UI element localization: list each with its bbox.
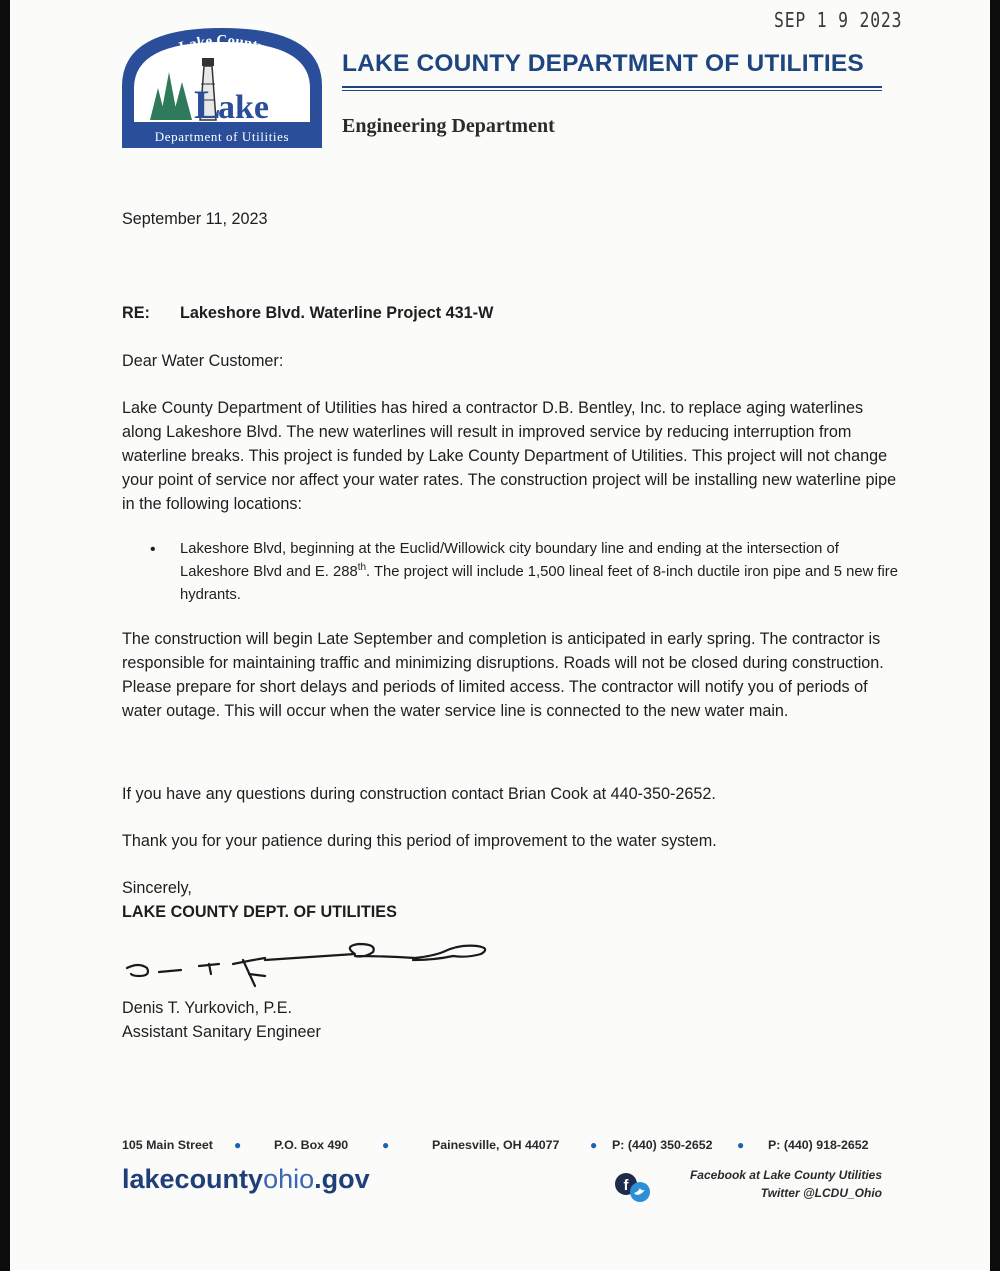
engineering-department-subtitle: Engineering Department [342, 115, 555, 137]
header-rule [342, 86, 882, 88]
footer-phone-1: P: (440) 350-2652 [612, 1138, 713, 1152]
body-paragraph-1: Lake County Department of Utilities has hired a contractor D.B. Bentley, Inc. to replace aging waterlines along Lakeshore Blvd. The new waterlines will result in improved service by reducing interruption from waterline breaks. This project is funded by Lake County Department of Utilities. This project will not change your point of service nor affect your water rates. The construction project will be installing new waterline pipe in the following locations: [122, 399, 897, 513]
received-date-stamp: SEP 1 9 2023 [774, 8, 903, 32]
letter-date: September 11, 2023 [122, 210, 268, 228]
handwritten-signature [115, 930, 505, 990]
footer-separator: ● [382, 1138, 390, 1152]
signature-organization: LAKE COUNTY DEPT. OF UTILITIES [122, 903, 397, 921]
svg-text:Department of Utilities: Department of Utilities [154, 129, 290, 144]
footer-separator: ● [590, 1138, 598, 1152]
twitter-text: Twitter @LCDU_Ohio [760, 1186, 882, 1200]
footer-po-box: P.O. Box 490 [274, 1138, 349, 1152]
bullet-marker: • [150, 541, 156, 558]
salutation: Dear Water Customer: [122, 352, 284, 370]
website-link[interactable] [122, 1164, 370, 1195]
body-paragraph-2: The construction will begin Late September and completion is anticipated in early spring. The contractor is responsible for maintaining traffic and minimizing disruptions. Roads will not be closed during construction. Please prepare for short delays and periods of limited access. The contractor will notify you of periods of water outage. This will occur when the water service line is connected to the new water main. [122, 630, 884, 720]
footer-address: 105 Main Street [122, 1138, 213, 1152]
contact-paragraph: If you have any questions during construction contact Brian Cook at 440-350-2652. [122, 785, 716, 803]
website-part-2: ohio [263, 1164, 315, 1194]
header-rule-thin [342, 90, 882, 91]
svg-text:L: L [194, 82, 221, 127]
bullet-superscript: th [357, 562, 367, 574]
website-part-3: .gov [314, 1164, 370, 1194]
svg-text:f: f [623, 1177, 629, 1194]
re-label: RE: [122, 304, 150, 322]
signer-title: Assistant Sanitary Engineer [122, 1023, 321, 1041]
closing: Sincerely, [122, 879, 192, 897]
footer-phone-2: P: (440) 918-2652 [768, 1138, 869, 1152]
signer-name: Denis T. Yurkovich, P.E. [122, 999, 293, 1017]
svg-text:ake: ake [218, 89, 269, 126]
footer-separator: ● [234, 1138, 242, 1152]
website-part-1: lakecounty [122, 1164, 264, 1194]
department-title: LAKE COUNTY DEPARTMENT OF UTILITIES [342, 50, 864, 77]
social-media-text [610, 1166, 882, 1202]
lake-county-utilities-logo [120, 24, 324, 150]
svg-text:Lake County: Lake County [177, 32, 267, 57]
letter-page [10, 0, 990, 1271]
bullet-text-part1: Lakeshore Blvd, beginning at the Euclid/Willowick city boundary line and ending at the intersection of Lakeshore Blvd and E. 288 [180, 541, 839, 580]
subject-line: Lakeshore Blvd. Waterline Project 431-W [180, 304, 494, 322]
footer-separator: ● [737, 1138, 745, 1152]
footer-city: Painesville, OH 44077 [432, 1138, 560, 1152]
bullet-text-part2: . The project will include 1,500 lineal feet of 8-inch ductile iron pipe and 5 new fire hydrants. [180, 564, 898, 603]
location-bullet [180, 538, 900, 607]
thank-you-paragraph: Thank you for your patience during this period of improvement to the water system. [122, 832, 717, 850]
facebook-text: Facebook at Lake County Utilities [689, 1168, 882, 1182]
